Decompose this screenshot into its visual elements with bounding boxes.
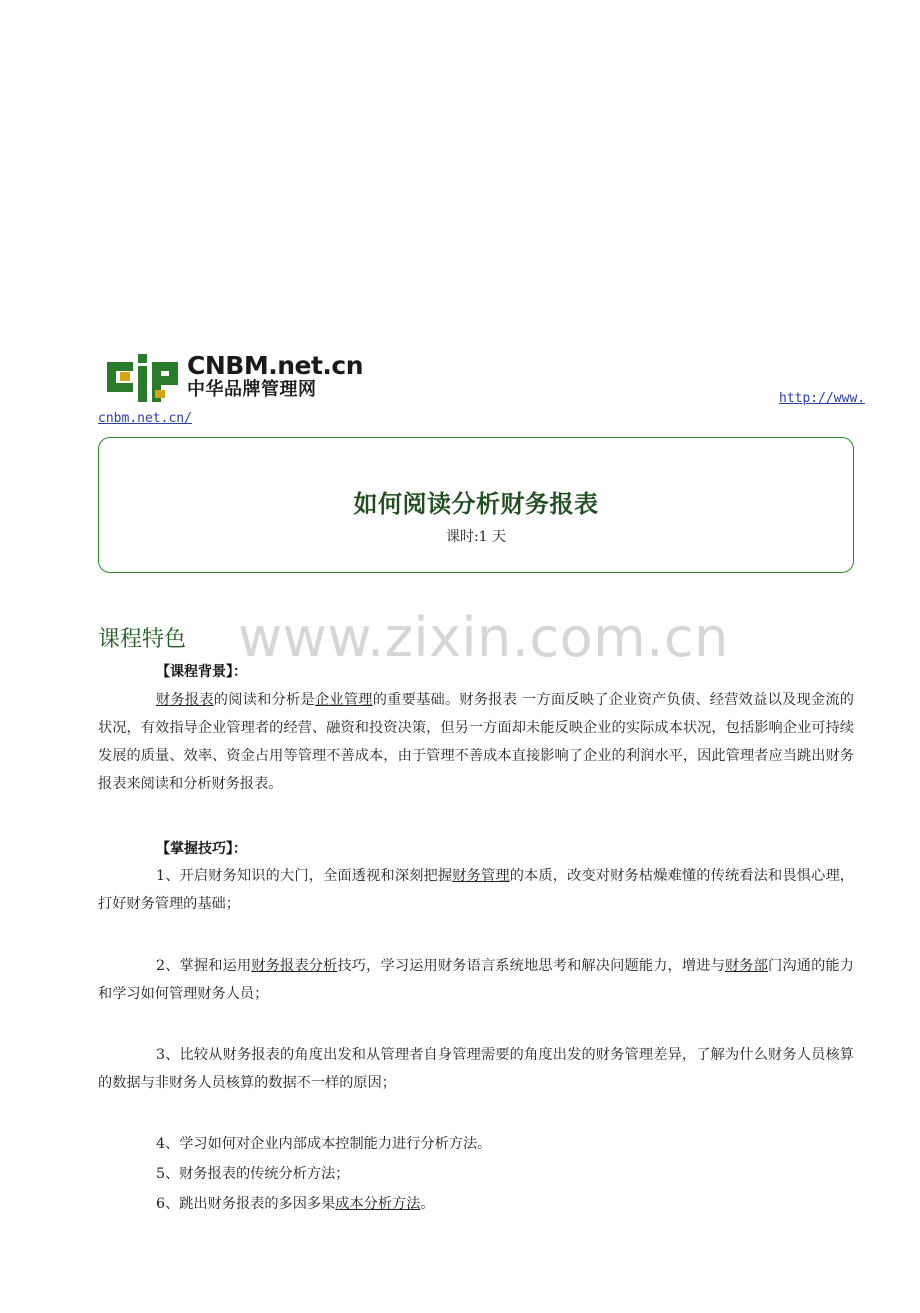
skill-item-4: 4、学习如何对企业内部成本控制能力进行分析方法。 — [156, 1136, 492, 1152]
course-title-box — [98, 437, 854, 573]
skill2-text-2: 技巧，学习运用财务语言系统地思考和解决问题能力，增进与 — [337, 958, 725, 974]
link-enterprise-management[interactable]: 企业管理 — [314, 692, 373, 708]
logo-english-text: CNBM.net.cn — [187, 351, 364, 380]
link-financial-statement-analysis[interactable]: 财务报表分析 — [251, 958, 338, 974]
watermark: www.zixin.com.cn — [238, 606, 729, 669]
skill1-text-2: 的本质，改变对财务枯燥难懂的传统看法和畏惧心理，打好财务管理的基础； — [98, 868, 854, 912]
logo-chinese-text: 中华品牌管理网 — [187, 379, 317, 400]
link-cost-analysis-method[interactable]: 成本分析方法 — [335, 1196, 421, 1212]
cnbm-logo — [105, 351, 364, 404]
skill-item-6 — [156, 1190, 435, 1218]
skill6-text-1: 6、跳出财务报表的多因多果 — [156, 1196, 336, 1212]
course-background-paragraph — [98, 686, 854, 798]
skill-item-3: 3、比较从财务报表的角度出发和从管理者自身管理需要的角度出发的财务管理差异，了解为什么财务人员核算的数据与非财务人员核算的数据不一样的原因； — [98, 1047, 854, 1091]
course-background-label: 【课程背景】： — [156, 664, 247, 680]
skill2-text-3: 门沟通的能力和学习如何管理财务人员； — [98, 958, 854, 1002]
skill-item-2 — [98, 952, 854, 1008]
course-title: 如何阅读分析财务报表 — [353, 489, 599, 518]
course-hours: 课时:1 天 — [445, 529, 507, 545]
skills-label: 【掌握技巧】： — [156, 841, 247, 857]
skill2-text-1: 2、掌握和运用 — [156, 958, 252, 974]
link-financial-statements[interactable]: 财务报表 — [156, 692, 214, 708]
cnbm-logo-icon — [105, 352, 181, 404]
skill1-text-1: 1、开启财务知识的大门，全面透视和深刻把握 — [156, 868, 453, 884]
site-url-link-part2[interactable]: cnbm.net.cn/ — [98, 411, 192, 426]
background-text-2: 的重要基础。财务报表 一方面反映了企业资产负债、经营效益以及现金流的状况，有效指导企业管理者的经营、融资和投资决策，但另一方面却未能反映企业的实际成本状况，包括影响企业可持续发展的质量、效率、资金占用等管理不善成本，由于管理不善成本直接影响了企业的利润水平，因此管理者应当跳出财务 报表来阅读和分析财务报表。 — [98, 692, 854, 792]
site-url-link-part1[interactable]: http://www. — [779, 391, 866, 406]
section-heading-features: 课程特色 — [98, 627, 187, 652]
skill-item-5: 5、财务报表的传统分析方法； — [156, 1166, 350, 1182]
skill-item-1 — [98, 862, 854, 918]
link-financial-management[interactable]: 财务管理 — [452, 868, 510, 884]
link-finance-department[interactable]: 财务部 — [724, 958, 769, 974]
background-text-1: 的阅读和分析是 — [213, 692, 315, 708]
skill6-text-2: 。 — [420, 1196, 435, 1212]
